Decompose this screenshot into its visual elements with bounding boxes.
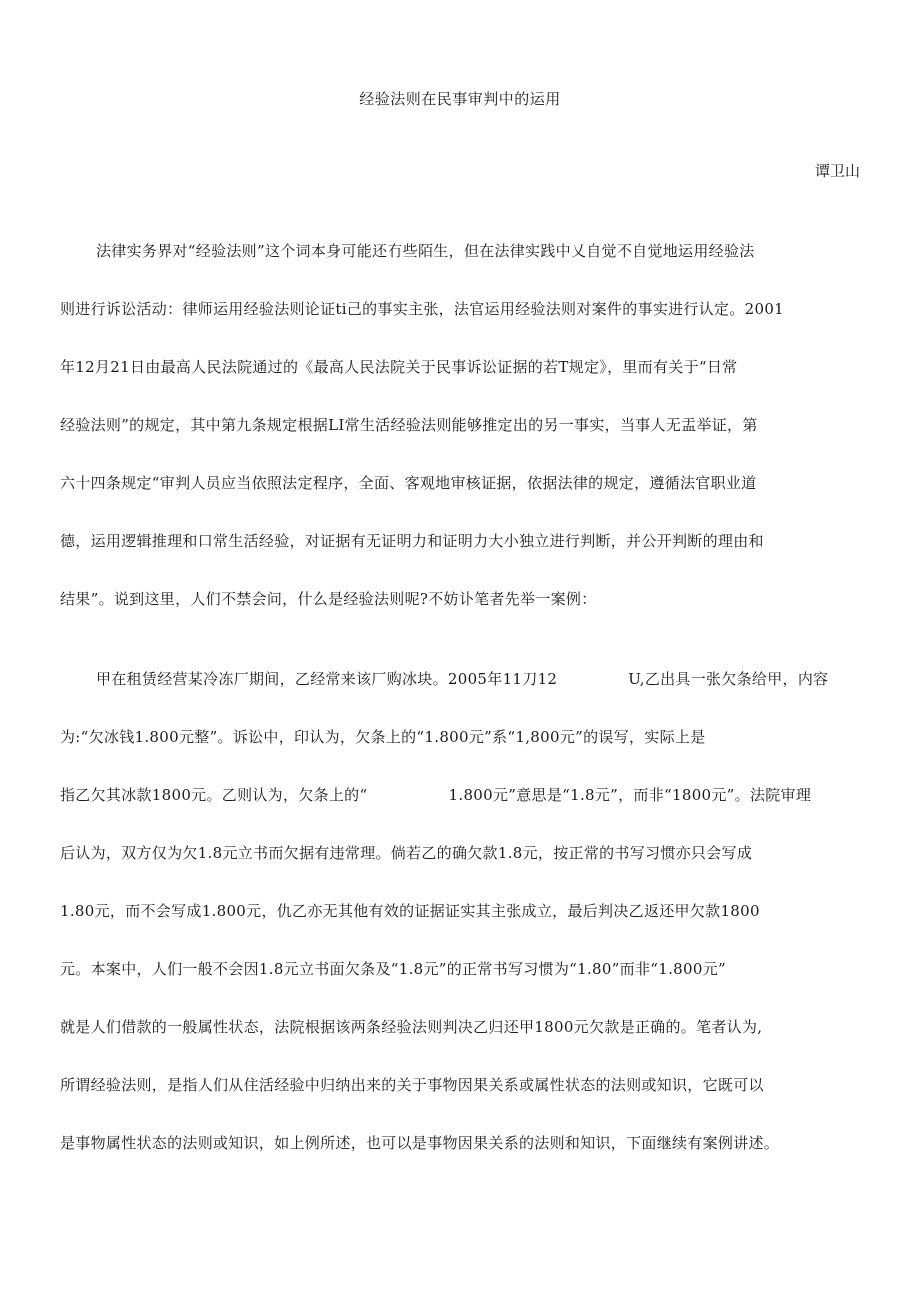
paragraph-2-line-4: 后认为，双方仅为欠1.8元立书而欠据有违常理。倘若乙的确欠款1.8元，按正常的书写习惯亦只会写成 — [60, 844, 753, 862]
paragraph-1-line-6: 德，运用逻辑推理和口常生活经验，对证据有无证明力和证明力大小独立进行判断，并公开判断的理由和 — [60, 532, 764, 550]
paragraph-1-line-4: 经验法则”的规定，其中第九条规定根据LI常生活经验法则能够推定出的另一事实，当事人无盂举证，第 — [60, 416, 758, 434]
paragraph-1-line-1: 法律实务界对“经验法则”这个词本身可能还冇些陌生，但在法律实践中乂自觉不自觉地运用经验法 — [96, 242, 755, 260]
paragraph-1-line-7: 结果”。说到这里，人们不禁会问，什么是经验法则呢?不妨讣笔者先举一案例： — [60, 590, 597, 608]
paragraph-1-line-2: 则进行诉讼活动：律师运用经验法则论证ti己的事实主张，法官运用经验法则对案件的事实进行认定。2001 — [60, 300, 785, 318]
author-name: 谭卫山 — [814, 162, 860, 180]
paragraph-2-line-6: 元。本案中，人们一般不会因1.8元立书面欠条及“1.8元”的正常书写习惯为“1.80”而非“1.800元” — [60, 960, 726, 978]
paragraph-1-line-3: 年12月21日由最高人民法院通过的《最高人民法院关于民事诉讼证据的若T规定》，里而有关于“日常 — [60, 358, 738, 376]
paragraph-2-line-9: 是事物属性状态的法则或知识，如上例所述，也可以是事物因果关系的法则和知识，下面继续有案例讲述。 — [60, 1134, 780, 1152]
document-title: 经验法则在民事审判中的运用 — [359, 90, 561, 108]
paragraph-2-line-2: 为:“欠冰钱1.800元整”。诉讼中，印认为，欠条上的“1.800元”系“1,800元”的误写，实际上是 — [60, 728, 706, 746]
paragraph-2-line-3: 指乙欠其冰款1800元。乙则认为，欠条上的“ 1.800元”意思是“1.8元”，而非“1800元”。法院审理 — [60, 786, 812, 804]
paragraph-2-line-8: 所谓经验法则，是指人们从住活经验中归纳出来的关于事物因果关系或属性状态的法则或知识，它既可以 — [60, 1076, 764, 1094]
paragraph-2-line-7: 就是人们借款的一般属性状态，法院根据该两条经验法则判决乙归还甲1800元欠款是正确的。笔者认为, — [60, 1018, 763, 1036]
paragraph-2-line-1: 甲在租赁经营某冷冻厂期间，乙经常来该厂购冰块。2005年11刀12 U,乙出具一张欠条给甲，内容 — [96, 670, 829, 688]
paragraph-2-line-5: 1.80元，而不会写成1.800元，仇乙亦无其他有效的证据证实其主张成立，最后判决乙返还甲欠款1800 — [60, 902, 760, 920]
paragraph-1-line-5: 六十四条规定“审判人员应当依照法定程序，全面、客观地审核证据，依据法律的规定，遵循法官职业道 — [60, 474, 757, 492]
